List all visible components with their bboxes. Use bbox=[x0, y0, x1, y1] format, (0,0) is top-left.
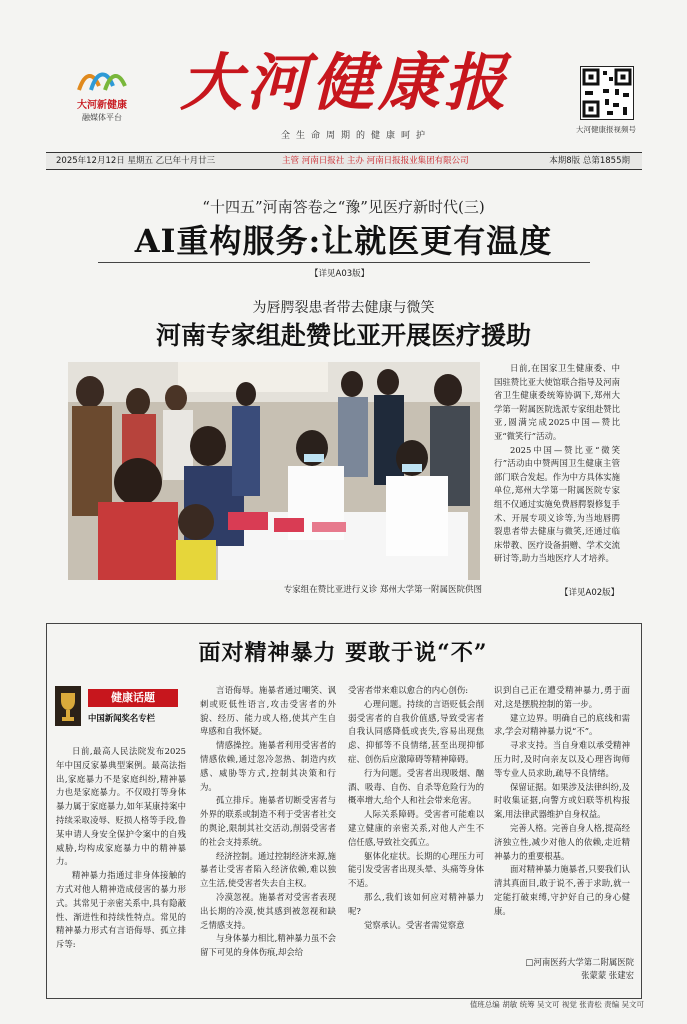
story2-body bbox=[494, 362, 620, 566]
column-tag: 健康话题 bbox=[88, 689, 178, 707]
issue-info-bar bbox=[46, 152, 642, 170]
feature-paragraph: 识到自己正在遭受精神暴力,勇于面对,这是摆脱控制的第一步。 bbox=[494, 685, 630, 709]
story2-photo bbox=[68, 362, 480, 580]
lead-headline[interactable]: AI重构服务:让就医更有温度 bbox=[134, 222, 553, 260]
feature-paragraph: 觉察承认。受害者需觉察意 bbox=[364, 919, 465, 930]
feature-paragraph: 保留证据。如果涉及法律纠纷,及时收集证据,向警方或妇联等机构报案,用法律武器维护自身权益。 bbox=[494, 781, 630, 820]
feature-column-3 bbox=[348, 684, 484, 932]
lead-divider bbox=[98, 262, 590, 263]
story2-page-ref[interactable]: 【详见A02版】 bbox=[560, 588, 620, 598]
feature-column-1 bbox=[56, 745, 186, 952]
story2-kicker: 为唇腭裂患者带去健康与微笑 bbox=[252, 300, 435, 316]
feature-paragraph: 言语侮辱。施暴者通过嘲笑、讽刺或贬低性语言,攻击受害者的外貌、经历、能力或人格,使其产生自卑感和自我怀疑。 bbox=[200, 685, 336, 737]
feature-signature-names: 张蒙蒙 张建宏 bbox=[581, 970, 634, 980]
feature-paragraph: 人际关系障碍。受害者可能难以建立健康的亲密关系,对他人产生不信任感,导致社交孤立。 bbox=[348, 809, 484, 847]
brand-logo bbox=[62, 66, 142, 136]
editor-credits: 值班总编 胡敏 统筹 吴文可 视觉 张青松 责编 吴文可 bbox=[469, 1000, 644, 1009]
feature-paragraph: 孤立排斥。施暴者切断受害者与外界的联系或制造不利于受害者社交的舆论,限制其社交活动,削弱受害者的社会支持系统。 bbox=[200, 795, 336, 847]
trophy-icon bbox=[54, 685, 82, 727]
issue-date: 2025年12月12日 星期五 乙巳年十月廿三 bbox=[56, 156, 216, 166]
qr-caption: 大河健康报视频号 bbox=[576, 125, 636, 134]
feature-column-4 bbox=[494, 684, 630, 919]
masthead-title: 大河健康报 bbox=[179, 46, 510, 119]
feature-paragraph: 那么,我们该如何应对精神暴力呢? bbox=[348, 891, 484, 916]
feature-paragraph: 完善人格。完善自身人格,提高经济独立性,减少对他人的依赖,走近精神暴力的重要根基。 bbox=[494, 822, 630, 861]
logo-subtitle: 融媒体平台 bbox=[82, 113, 122, 122]
masthead-slogan: 全生命周期的健康呵护 bbox=[280, 131, 431, 141]
feature-paragraph: 与身体暴力相比,精神暴力虽不会留下可见的身体伤痕,却会给 bbox=[200, 933, 336, 958]
feature-paragraph: 精神暴力指通过非身体接触的方式对他人精神造成侵害的暴力形式。其常见于亲密关系中,具有隐蔽性、渐进性和持续性特点。常见的精神暴力形式有言语侮辱、孤立排斥等: bbox=[56, 870, 186, 950]
qr-code-icon[interactable] bbox=[580, 66, 634, 120]
story2-paragraph: 日前,在国家卫生健康委、中国驻赞比亚大使馆联合指导及河南省卫生健康委统筹协调下,郑州大学第一附属医院选派专家组赴赞比亚,圆满完成2025中国—赞比亚“微笑行”活动。 bbox=[494, 363, 620, 441]
lead-kicker: “十四五”河南答卷之“豫”见医疗新时代(三) bbox=[202, 198, 485, 216]
feature-paragraph: 受害者带来难以愈合的内心创伤: bbox=[348, 685, 469, 695]
feature-paragraph: 情感操控。施暴者利用受害者的情感依赖,通过忽冷忽热、制造内疚感、威胁等方式,控制其决策和行为。 bbox=[200, 740, 336, 792]
issue-sponsor: 主管 河南日报社 主办 河南日报报业集团有限公司 bbox=[282, 156, 469, 166]
feature-paragraph: 面对精神暴力施暴者,只要我们认清其真面目,敢于说不,善于求助,就一定能打破束缚,守护好自己的身心健康。 bbox=[494, 864, 630, 916]
story2-headline[interactable]: 河南专家组赴赞比亚开展医疗援助 bbox=[155, 321, 531, 350]
feature-paragraph: 寻求支持。当自身难以承受精神压力时,及时向亲友以及心理咨询师等专业人员求助,疏导不良情绪。 bbox=[494, 740, 630, 778]
feature-paragraph: 建立边界。明确自己的底线和需求,学会对精神暴力说“不”。 bbox=[494, 712, 630, 737]
feature-signature-org: □河南医药大学第二附属医院 bbox=[525, 957, 634, 967]
column-badge bbox=[54, 685, 188, 729]
logo-name: 大河新健康 bbox=[77, 100, 127, 111]
story2-paragraph: 2025中国—赞比亚“微笑行”活动由中赞两国卫生健康主管部门联合发起。作为中方具体实施单位,郑州大学第一附属医院专家组不仅通过实施免费唇腭裂修复手术、开展专项义诊等,为当地唇腭裂患者带去健康与微笑,还通过临床带教、医疗设备捐赠、学术交流研讨等,助力当地医疗人才培养。 bbox=[494, 444, 620, 564]
feature-column-2 bbox=[200, 684, 336, 960]
feature-paragraph: 日前,最高人民法院发布2025年中国反家暴典型案例。最高法指出,家庭暴力不是家庭纠纷,精神暴力也是家庭暴力。不仅殴打等身体暴力属于家庭暴力,如年某康持案中持续采取凌辱、贬损人格等手段,鲁某申请人身安全保护令案中的自残威胁,均构成家庭暴力中的精神暴力。 bbox=[56, 746, 186, 867]
feature-paragraph: 经济控制。通过控制经济来源,施暴者让受害者陷入经济依赖,难以独立生活,使受害者失去自主权。 bbox=[200, 850, 336, 889]
feature-paragraph: 冷漠忽视。施暴者对受害者表现出长期的冷漠,使其感到被忽视和缺乏情感支持。 bbox=[200, 891, 336, 930]
issue-pages: 本期8版 总第1855期 bbox=[549, 156, 630, 166]
lead-page-ref[interactable]: 【详见A03版】 bbox=[310, 269, 370, 279]
feature-paragraph: 躯体化症状。长期的心理压力可能引发受害者出现头晕、头痛等身体不适。 bbox=[348, 850, 484, 889]
feature-paragraph: 行为问题。受害者出现吸烟、酗酒、吸毒、自伤、自杀等危险行为的概率增大,给个人和社会带来危害。 bbox=[348, 767, 484, 806]
logo-emblem-icon bbox=[75, 66, 129, 94]
column-award: 中国新闻奖名专栏 bbox=[88, 713, 155, 723]
feature-paragraph: 心理问题。持续的言语贬低会削弱受害者的自我价值感,导致受害者自我认同感降低或丧失,容易出现焦虑、抑郁等不良情绪,甚至出现抑郁症、创伤后应激障碍等精神障碍。 bbox=[348, 698, 484, 764]
story2-photo-caption: 专家组在赞比亚进行义诊 郑州大学第一附属医院供图 bbox=[283, 585, 482, 595]
feature-headline[interactable]: 面对精神暴力 要敢于说“不” bbox=[198, 640, 488, 666]
